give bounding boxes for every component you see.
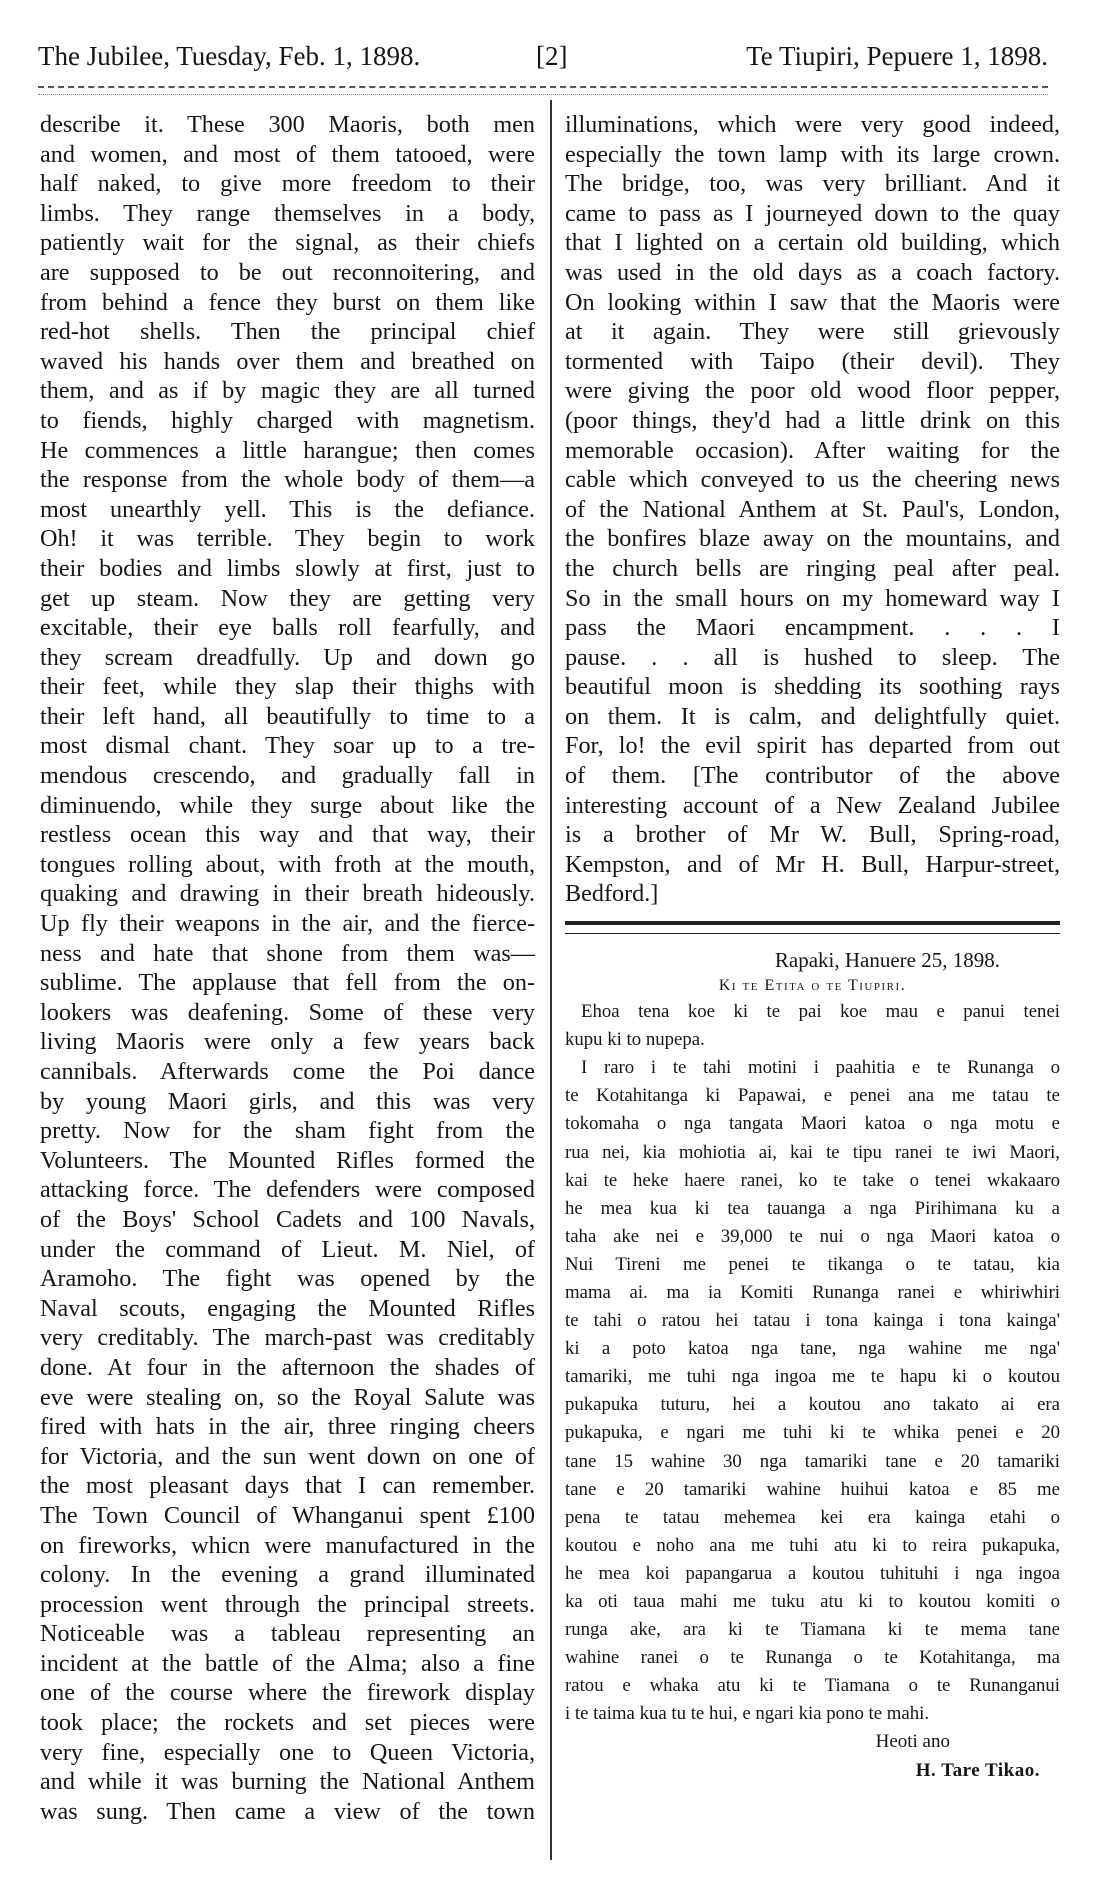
column-divider — [550, 100, 552, 1860]
article-line: The Town Council of Whanganui spent £100 — [40, 1501, 535, 1529]
letter-line: tane e 20 tamariki wahine huihui katoa e 85 me — [565, 1478, 1060, 1500]
letter-line: taha ake nei e 39,000 te nui o nga Maori katoa o — [565, 1225, 1060, 1247]
letter-line: kai te heke haere ranei, ko te take o tenei wkakaaro — [565, 1169, 1060, 1191]
article-line: were giving the poor old wood floor pepper, — [565, 377, 1060, 405]
letter-line: koutou e noho ana me tuhi atu ki to reira pukapuka, — [565, 1534, 1060, 1556]
article-line: half naked, to give more freedom to their — [40, 170, 535, 198]
header-english-title: The Jubilee, Tuesday, Feb. 1, 1898. — [38, 41, 421, 71]
article-continuation — [565, 110, 1060, 909]
letter-line: te Kotahitanga ki Papawai, e penei ana me tatau te — [565, 1085, 1060, 1107]
article-line: red-hot shells. Then the principal chief — [40, 318, 535, 346]
article-line: eve were stealing on, so the Royal Salute was — [40, 1383, 535, 1411]
article-line: beautiful moon is shedding its soothing rays — [565, 673, 1060, 701]
letter-line: he mea kua ki tea tauanga a nga Pirihimana ku a — [565, 1197, 1060, 1219]
letter-line: te tahi o ratou hei tatau i tona kainga i tona kainga' — [565, 1310, 1060, 1332]
article-line: the bonfires blaze away on the mountains, and — [565, 525, 1060, 553]
article-line: limbs. They range themselves in a body, — [40, 199, 535, 227]
article-line: tormented with Taipo (their devil). They — [565, 347, 1060, 375]
article-line: by young Maori girls, and this was very — [40, 1087, 535, 1115]
article-line: Kempston, and of Mr H. Bull, Harpur-street, — [565, 850, 1060, 878]
right-column — [565, 110, 1060, 1786]
article-line: the church bells are ringing peal after peal. — [565, 554, 1060, 582]
maori-letter-body — [565, 998, 1060, 1728]
article-line: their bodies and limbs slowly at first, just to — [40, 554, 535, 582]
letter-line: runga ake, ara ki te Tiamana ki te mema tane — [565, 1619, 1060, 1641]
article-line: tongues rolling about, with froth at the mouth, — [40, 850, 535, 878]
article-line: cable which conveyed to us the cheering news — [565, 466, 1060, 494]
article-line: from behind a fence they burst on them like — [40, 288, 535, 316]
article-line: was sung. Then came a view of the town — [40, 1797, 535, 1825]
article-line: very fine, especially one to Queen Victoria, — [40, 1738, 535, 1766]
article-line: colony. In the evening a grand illuminated — [40, 1561, 535, 1589]
letter-signature: H. Tare Tikao. — [915, 1760, 1040, 1782]
article-line: the most pleasant days that I can remember. — [40, 1472, 535, 1500]
letter-line: ki a poto katoa nga tane, nga wahine me nga' — [565, 1338, 1060, 1360]
letter-sign-off: Heoti ano — [875, 1731, 950, 1753]
article-line: of the National Anthem at St. Paul's, London, — [565, 495, 1060, 523]
article-line: their feet, while they slap their thighs with — [40, 673, 535, 701]
article-line: at it again. They were still grievously — [565, 318, 1060, 346]
article-line: they scream dreadfully. Up and down go — [40, 643, 535, 671]
letter-line: Nui Tireni me penei te tikanga o te tatau, kia — [565, 1253, 1060, 1275]
article-line: living Maoris were only a few years back — [40, 1028, 535, 1056]
article-line: Noticeable was a tableau representing an — [40, 1620, 535, 1648]
article-line: for Victoria, and the sun went down on one of — [40, 1442, 535, 1470]
letter-line: I raro i te tahi motini i paahitia e te Runanga o — [581, 1057, 1060, 1079]
article-line: ness and hate that shone from them was— — [40, 939, 535, 967]
article-line: pass the Maori encampment. . . . I — [565, 614, 1060, 642]
article-line: patiently wait for the signal, as their chiefs — [40, 229, 535, 257]
article-line: of the Boys' School Cadets and 100 Navals, — [40, 1205, 535, 1233]
letter-line: tane 15 wahine 30 nga tamariki tane e 20 tamariki — [565, 1450, 1060, 1472]
article-line: He commences a little harangue; then comes — [40, 436, 535, 464]
article-line: of them. [The contributor of the above — [565, 762, 1060, 790]
article-line: incident at the battle of the Alma; also a fine — [40, 1649, 535, 1677]
article-line: cannibals. Afterwards come the Poi dance — [40, 1058, 535, 1085]
letter-line: he mea koi papangarua a koutou tuhituhi i nga ingoa — [565, 1562, 1060, 1584]
letter-line: rua nei, kia mohiotia ai, kai te tipu ranei te iwi Maori, — [565, 1141, 1060, 1163]
letter-line: wahine ranei o te Runanga o te Kotahitanga, ma — [565, 1647, 1060, 1669]
article-line: Volunteers. The Mounted Rifles formed the — [40, 1146, 535, 1174]
article-line: On looking within I saw that the Maoris were — [565, 288, 1060, 316]
article-line: pause. . . all is hushed to sleep. The — [565, 643, 1060, 671]
article-line: mendous crescendo, and gradually fall in — [40, 762, 535, 790]
article-line: pretty. Now for the sham fight from the — [40, 1117, 535, 1145]
left-column-article — [40, 110, 535, 1826]
article-line: excitable, their eye balls roll fearfully, and — [40, 614, 535, 642]
article-line: get up steam. Now they are getting very — [40, 584, 535, 612]
article-line: Naval scouts, engaging the Mounted Rifles — [40, 1294, 535, 1322]
article-line: took place; the rockets and set pieces were — [40, 1709, 535, 1737]
letter-line: mama ai. ma ia Komiti Runanga ranei e whiriwhiri — [565, 1281, 1060, 1303]
letter-line: Ehoa tena koe ki te pai koe mau e panui tenei — [581, 1001, 1060, 1023]
article-line: under the command of Lieut. M. Niel, of — [40, 1235, 535, 1263]
article-line: on fireworks, whicn were manufactured in the — [40, 1531, 535, 1559]
article-line: Oh! it was terrible. They begin to work — [40, 525, 535, 553]
article-line: came to pass as I journeyed down to the quay — [565, 199, 1060, 227]
article-line: and while it was burning the National Anthem — [40, 1768, 535, 1796]
article-line: most unearthly yell. This is the defiance. — [40, 495, 535, 523]
article-line: and women, and most of them tatooed, were — [40, 140, 535, 168]
article-line: diminuendo, while they surge about like the — [40, 791, 535, 819]
article-line: on them. It is calm, and delightfully quiet. — [565, 702, 1060, 730]
article-line: to fiends, highly charged with magnetism. — [40, 406, 535, 434]
page-number: [2] — [536, 41, 568, 71]
section-rule — [565, 921, 1060, 934]
article-line: (poor things, they'd had a little drink on this — [565, 406, 1060, 434]
article-line: interesting account of a New Zealand Jubilee — [565, 791, 1060, 819]
article-line: especially the town lamp with its large crown. — [565, 140, 1060, 168]
letter-dateline: Rapaki, Hanuere 25, 1898. — [774, 948, 1000, 973]
article-line: quaking and drawing in their breath hideously. — [40, 880, 535, 908]
header-rule-secondary — [38, 94, 1048, 95]
article-line: them, and as if by magic they are all turned — [40, 377, 535, 405]
article-line: So in the small hours on my homeward way I — [565, 584, 1060, 612]
letter-line: pukapuka, e ngari me tuhi ki te whika penei e 20 — [565, 1422, 1060, 1444]
article-line: Bedford.] — [565, 880, 659, 908]
article-line: For, lo! the evil spirit has departed from out — [565, 732, 1060, 760]
article-line: very creditably. The march-past was creditably — [40, 1324, 535, 1352]
article-line: most dismal chant. They soar up to a tre- — [40, 732, 535, 760]
letter-line: kupu ki to nupepa. — [565, 1029, 705, 1051]
header-maori-title: Te Tiupiri, Pepuere 1, 1898. — [746, 41, 1048, 71]
article-line: fired with hats in the air, three ringing cheers — [40, 1413, 535, 1441]
letter-line: ka oti taua mahi me tuku atu ki to koutou komiti o — [565, 1591, 1060, 1612]
article-line: The bridge, too, was very brilliant. And it — [565, 170, 1060, 198]
article-line: the response from the whole body of them—a — [40, 466, 535, 494]
article-line: illuminations, which were very good indeed, — [565, 111, 1060, 138]
article-line: Aramoho. The fight was opened by the — [40, 1265, 535, 1293]
letter-line: tokomaha o nga tangata Maori katoa o nga motu e — [565, 1113, 1060, 1135]
letter-line: pukapuka tuturu, hei a koutou ano takato ai era — [565, 1394, 1060, 1416]
header-rule — [38, 86, 1048, 88]
article-line: waved his hands over them and breathed on — [40, 347, 535, 375]
article-line: is a brother of Mr W. Bull, Spring-road, — [565, 821, 1060, 849]
article-line: their left hand, all beautifully to time to a — [40, 702, 535, 730]
article-line: memorable occasion). After waiting for the — [565, 436, 1060, 464]
letter-line: i te taima kua tu te hui, e ngari kia pono te mahi. — [565, 1703, 930, 1725]
article-line: lookers was deafening. Some of these very — [40, 998, 535, 1026]
article-line: one of the course where the firework display — [40, 1679, 535, 1707]
article-line: describe it. These 300 Maoris, both men — [40, 111, 535, 138]
article-line: that I lighted on a certain old building, which — [565, 229, 1060, 257]
article-line: was used in the old days as a coach factory. — [565, 258, 1060, 286]
letter-line: pena te tatau mehemea kei era kainga etahi o — [565, 1506, 1060, 1528]
article-line: restless ocean this way and that way, their — [40, 821, 535, 849]
article-line: Up fly their weapons in the air, and the fierce- — [40, 910, 535, 938]
letter-heading: Ki te Etita o te Tiupiri. — [718, 977, 907, 995]
article-line: sublime. The applause that fell from the on- — [40, 969, 535, 997]
article-line: are supposed to be out reconnoitering, and — [40, 258, 535, 286]
masthead — [38, 36, 1048, 76]
article-line: done. At four in the afternoon the shades of — [40, 1353, 535, 1381]
article-line: attacking force. The defenders were composed — [40, 1176, 535, 1204]
article-line: procession went through the principal streets. — [40, 1590, 535, 1618]
letter-line: tamariki, me tuhi nga ingoa me te hapu ki o koutou — [565, 1366, 1060, 1388]
letter-line: ratou e whaka atu ki te Tiamana o te Runanganui — [565, 1675, 1060, 1697]
